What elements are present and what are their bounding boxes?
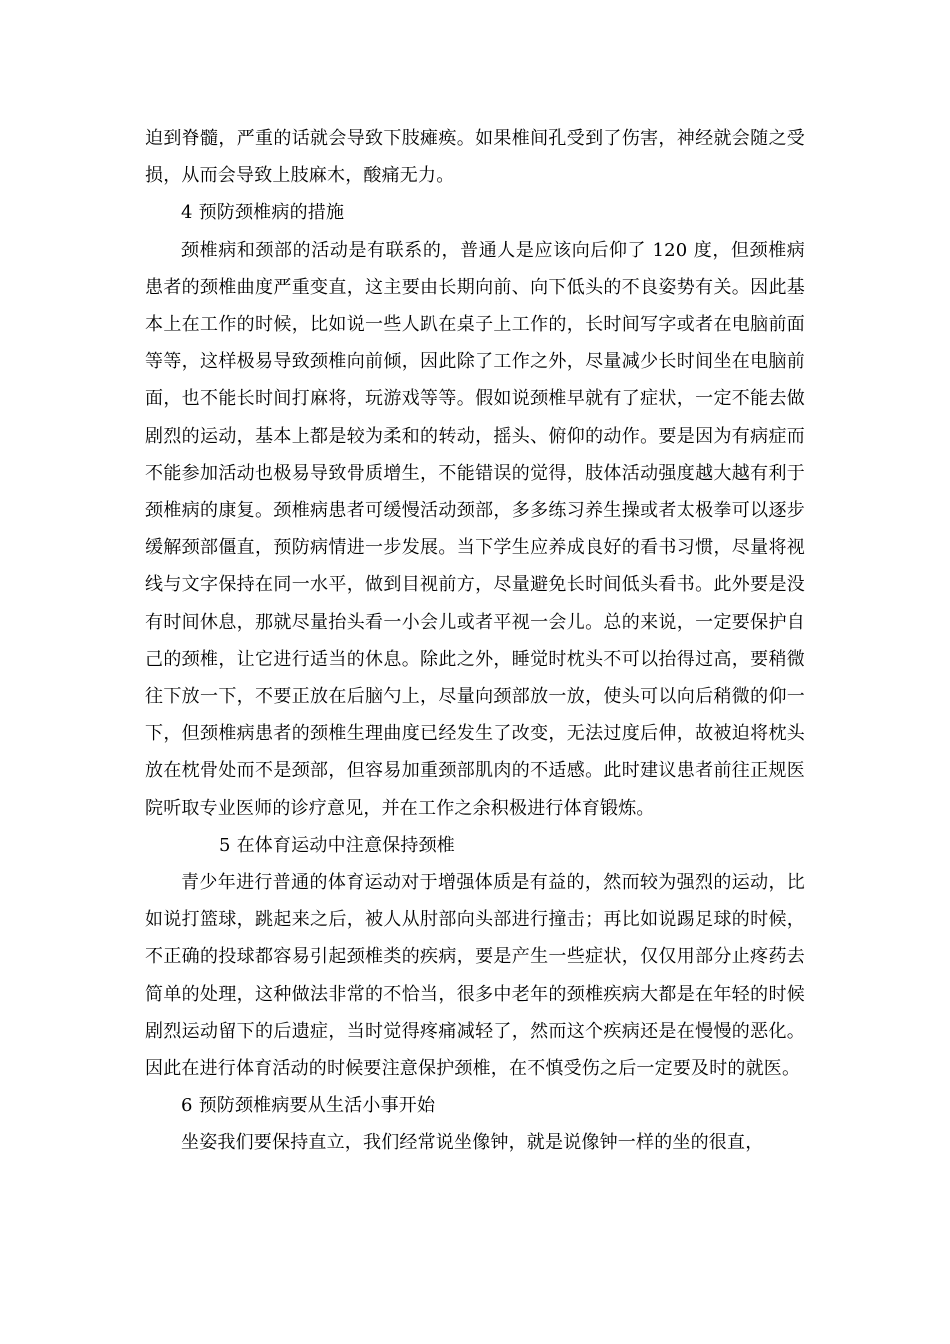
paragraph-continued: 迫到脊髓，严重的话就会导致下肢瘫痪。如果椎间孔受到了伤害，神经就会随之受损，从而会导致上肢麻木，酸痛无力。 bbox=[145, 128, 805, 187]
section-heading-6: 6 预防颈椎病要从生活小事开始 bbox=[181, 1095, 436, 1117]
section-heading-5: 5 在体育运动中注意保持颈椎 bbox=[219, 834, 455, 856]
paragraph-section-5: 青少年进行普通的体育运动对于增强体质是有益的，然而较为强烈的运动，比如说打篮球，跳起来之后，被人从肘部向头部进行撞击；再比如说踢足球的时候，不正确的投球都容易引起颈椎类的疾病，要是产生一些症状，仅仅用部分止疼药去简单的处理，这种做法非常的不恰当，很多中老年的颈椎疾病大都是在年轻的时候剧烈运动留下的后遗症，当时觉得疼痛减轻了，然而这个疾病还是在慢慢的恶化。因此在进行体育活动的时候要注意保护颈椎，在不慎受伤之后一定要及时的就医。 bbox=[145, 872, 805, 1080]
paragraph-section-6: 坐姿我们要保持直立，我们经常说坐像钟，就是说像钟一样的坐的很直， bbox=[181, 1132, 764, 1154]
paragraph-section-4: 颈椎病和颈部的活动是有联系的，普通人是应该向后仰了 120 度，但颈椎病患者的颈椎曲度严重变直，这主要由长期向前、向下低头的不良姿势有关。因此基本上在工作的时候，比如说一些人趴在桌子上工作的，长时间写字或者在电脑前面等等，这样极易导致颈椎向前倾，因此除了工作之外，尽量减少长时间坐在电脑前面，也不能长时间打麻将，玩游戏等等。假如说颈椎早就有了症状，一定不能去做剧烈的运动，基本上都是较为柔和的转动，摇头、俯仰的动作。要是因为有病症而不能参加活动也极易导致骨质增生，不能错误的觉得，肢体活动强度越大越有利于颈椎病的康复。颈椎病患者可缓慢活动颈部，多多练习养生操或者太极拳可以逐步缓解颈部僵直，预防病情进一步发展。当下学生应养成良好的看书习惯，尽量将视线与文字保持在同一水平，做到目视前方，尽量避免长时间低头看书。此外要是没有时间休息，那就尽量抬头看一小会儿或者平视一会儿。总的来说，一定要保护自己的颈椎，让它进行适当的休息。除此之外，睡觉时枕头不可以抬得过高，要稍微往下放一下，不要正放在后脑勺上，尽量向颈部放一放，使头可以向后稍微的仰一下，但颈椎病患者的颈椎生理曲度已经发生了改变，无法过度后伸，故被迫将枕头放在枕骨处而不是颈部，但容易加重颈部肌肉的不适感。此时建议患者前往正规医院听取专业医师的诊疗意见，并在工作之余积极进行体育锻炼。 bbox=[145, 239, 805, 819]
document-body bbox=[145, 120, 805, 1162]
section-heading-4: 4 预防颈椎病的措施 bbox=[181, 202, 345, 224]
